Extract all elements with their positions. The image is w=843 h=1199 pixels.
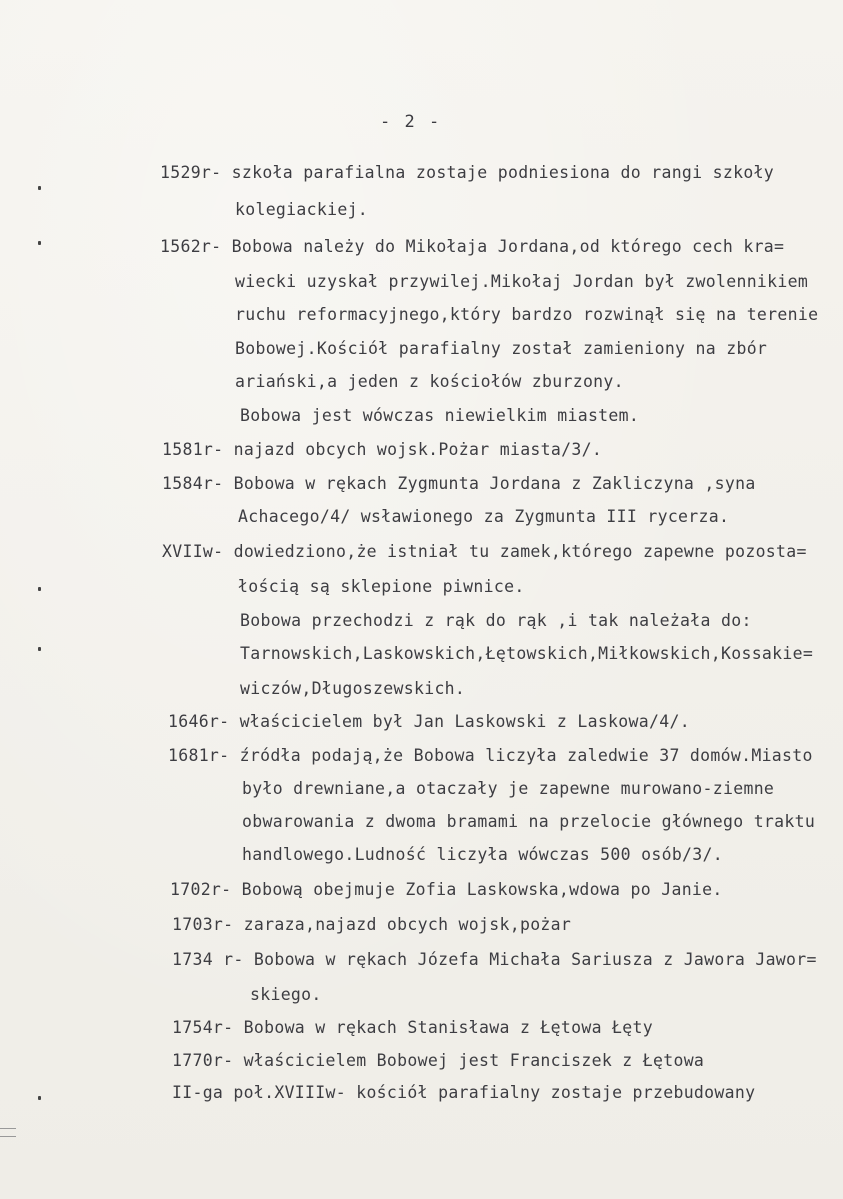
entry-1529-line-2: kolegiackiej. <box>235 200 369 219</box>
entry-xvii-line-3: Bobowa przechodzi z rąk do rąk ,i tak należała do: <box>240 611 752 630</box>
entry-xvii-line-5: wiczów,Długoszewskich. <box>240 679 466 698</box>
entry-text: Bobowa w rękach Józefa Michała Sariusza z Jawora Jawor= <box>253 950 817 969</box>
entry-1734-line-1 <box>172 950 817 969</box>
margin-mark <box>38 186 41 190</box>
entry-1681-line-3: obwarowania z dwoma bramami na przelocie głównego traktu <box>242 812 816 831</box>
edge-mark <box>0 1136 16 1137</box>
entry-1702-line-1 <box>170 880 723 899</box>
entry-text: Bobowa należy do Mikołaja Jordana,od którego cech kra= <box>231 237 785 256</box>
entry-year: 1754r- <box>172 1018 234 1037</box>
entry-xvii-line-1 <box>162 542 807 561</box>
entry-text: Bobową obejmuje Zofia Laskowska,wdowa po Janie. <box>241 880 723 899</box>
entry-1562-line-6: Bobowa jest wówczas niewielkim miastem. <box>240 406 640 425</box>
entry-1562-line-3: ruchu reformacyjnego,który bardzo rozwinął się na terenie <box>235 305 819 324</box>
entry-text: właścicielem był Jan Laskowski z Laskowa/4/. <box>239 712 690 731</box>
entry-year: II-ga poł.XVIIIw- <box>172 1083 346 1102</box>
entry-text: kościół parafialny zostaje przebudowany <box>356 1083 756 1102</box>
entry-1529-line-1 <box>160 163 774 182</box>
entry-xviii-line-1 <box>172 1083 755 1102</box>
entry-text: zaraza,najazd obcych wojsk,pożar <box>243 915 572 934</box>
entry-1734-line-2: skiego. <box>250 985 322 1004</box>
entry-xvii-line-4: Tarnowskich,Laskowskich,Łętowskich,Miłkowskich,Kossakie= <box>240 644 814 663</box>
entry-year: XVIIw- <box>162 542 224 561</box>
entry-text: źródła podają,że Bobowa liczyła zaledwie 37 domów.Miasto <box>239 746 813 765</box>
entry-text: najazd obcych wojsk.Pożar miasta/3/. <box>233 440 603 459</box>
entry-1562-line-4: Bobowej.Kościół parafialny został zamieniony na zbór <box>235 339 768 358</box>
entry-year: 1703r- <box>172 915 234 934</box>
margin-mark <box>38 587 41 591</box>
entry-year: 1770r- <box>172 1051 234 1070</box>
entry-year: 1581r- <box>162 440 224 459</box>
entry-1562-line-2: wiecki uzyskał przywilej.Mikołaj Jordan był zwolennikiem <box>235 272 809 291</box>
edge-mark <box>0 1128 16 1129</box>
margin-mark <box>38 1096 41 1100</box>
entry-1681-line-1 <box>168 746 813 765</box>
entry-year: 1681r- <box>168 746 230 765</box>
entry-1770-line-1 <box>172 1051 704 1070</box>
entry-1584-line-1 <box>162 474 756 493</box>
entry-year: 1702r- <box>170 880 232 899</box>
margin-mark <box>38 241 41 245</box>
entry-text: dowiedziono,że istniał tu zamek,którego zapewne pozosta= <box>233 542 807 561</box>
entry-1646-line-1 <box>168 712 690 731</box>
entry-year: 1734 r- <box>172 950 244 969</box>
entry-1562-line-1 <box>160 237 784 256</box>
entry-year: 1646r- <box>168 712 230 731</box>
entry-1754-line-1 <box>172 1018 653 1037</box>
entry-text: Bobowa w rękach Zygmunta Jordana z Zakliczyna ,syna <box>233 474 756 493</box>
entry-year: 1584r- <box>162 474 224 493</box>
entry-xvii-line-2: łością są sklepione piwnice. <box>238 577 525 596</box>
entry-text: szkoła parafialna zostaje podniesiona do rangi szkoły <box>231 163 775 182</box>
margin-mark <box>38 647 41 651</box>
entry-1562-line-5: ariański,a jeden z kościołów zburzony. <box>235 372 624 391</box>
entry-year: 1562r- <box>160 237 222 256</box>
entry-1584-line-2: Achacego/4/ wsławionego za Zygmunta III rycerza. <box>238 507 730 526</box>
entry-1681-line-4: handlowego.Ludność liczyła wówczas 500 osób/3/. <box>242 845 723 864</box>
entry-year: 1529r- <box>160 163 222 182</box>
entry-1681-line-2: było drewniane,a otaczały je zapewne murowano-ziemne <box>242 779 775 798</box>
entry-1581-line-1 <box>162 440 602 459</box>
entry-text: Bobowa w rękach Stanisława z Łętowa Łęty <box>243 1018 653 1037</box>
page-number: - 2 - <box>380 112 442 132</box>
entry-text: właścicielem Bobowej jest Franciszek z Łętowa <box>243 1051 705 1070</box>
entry-1703-line-1 <box>172 915 571 934</box>
